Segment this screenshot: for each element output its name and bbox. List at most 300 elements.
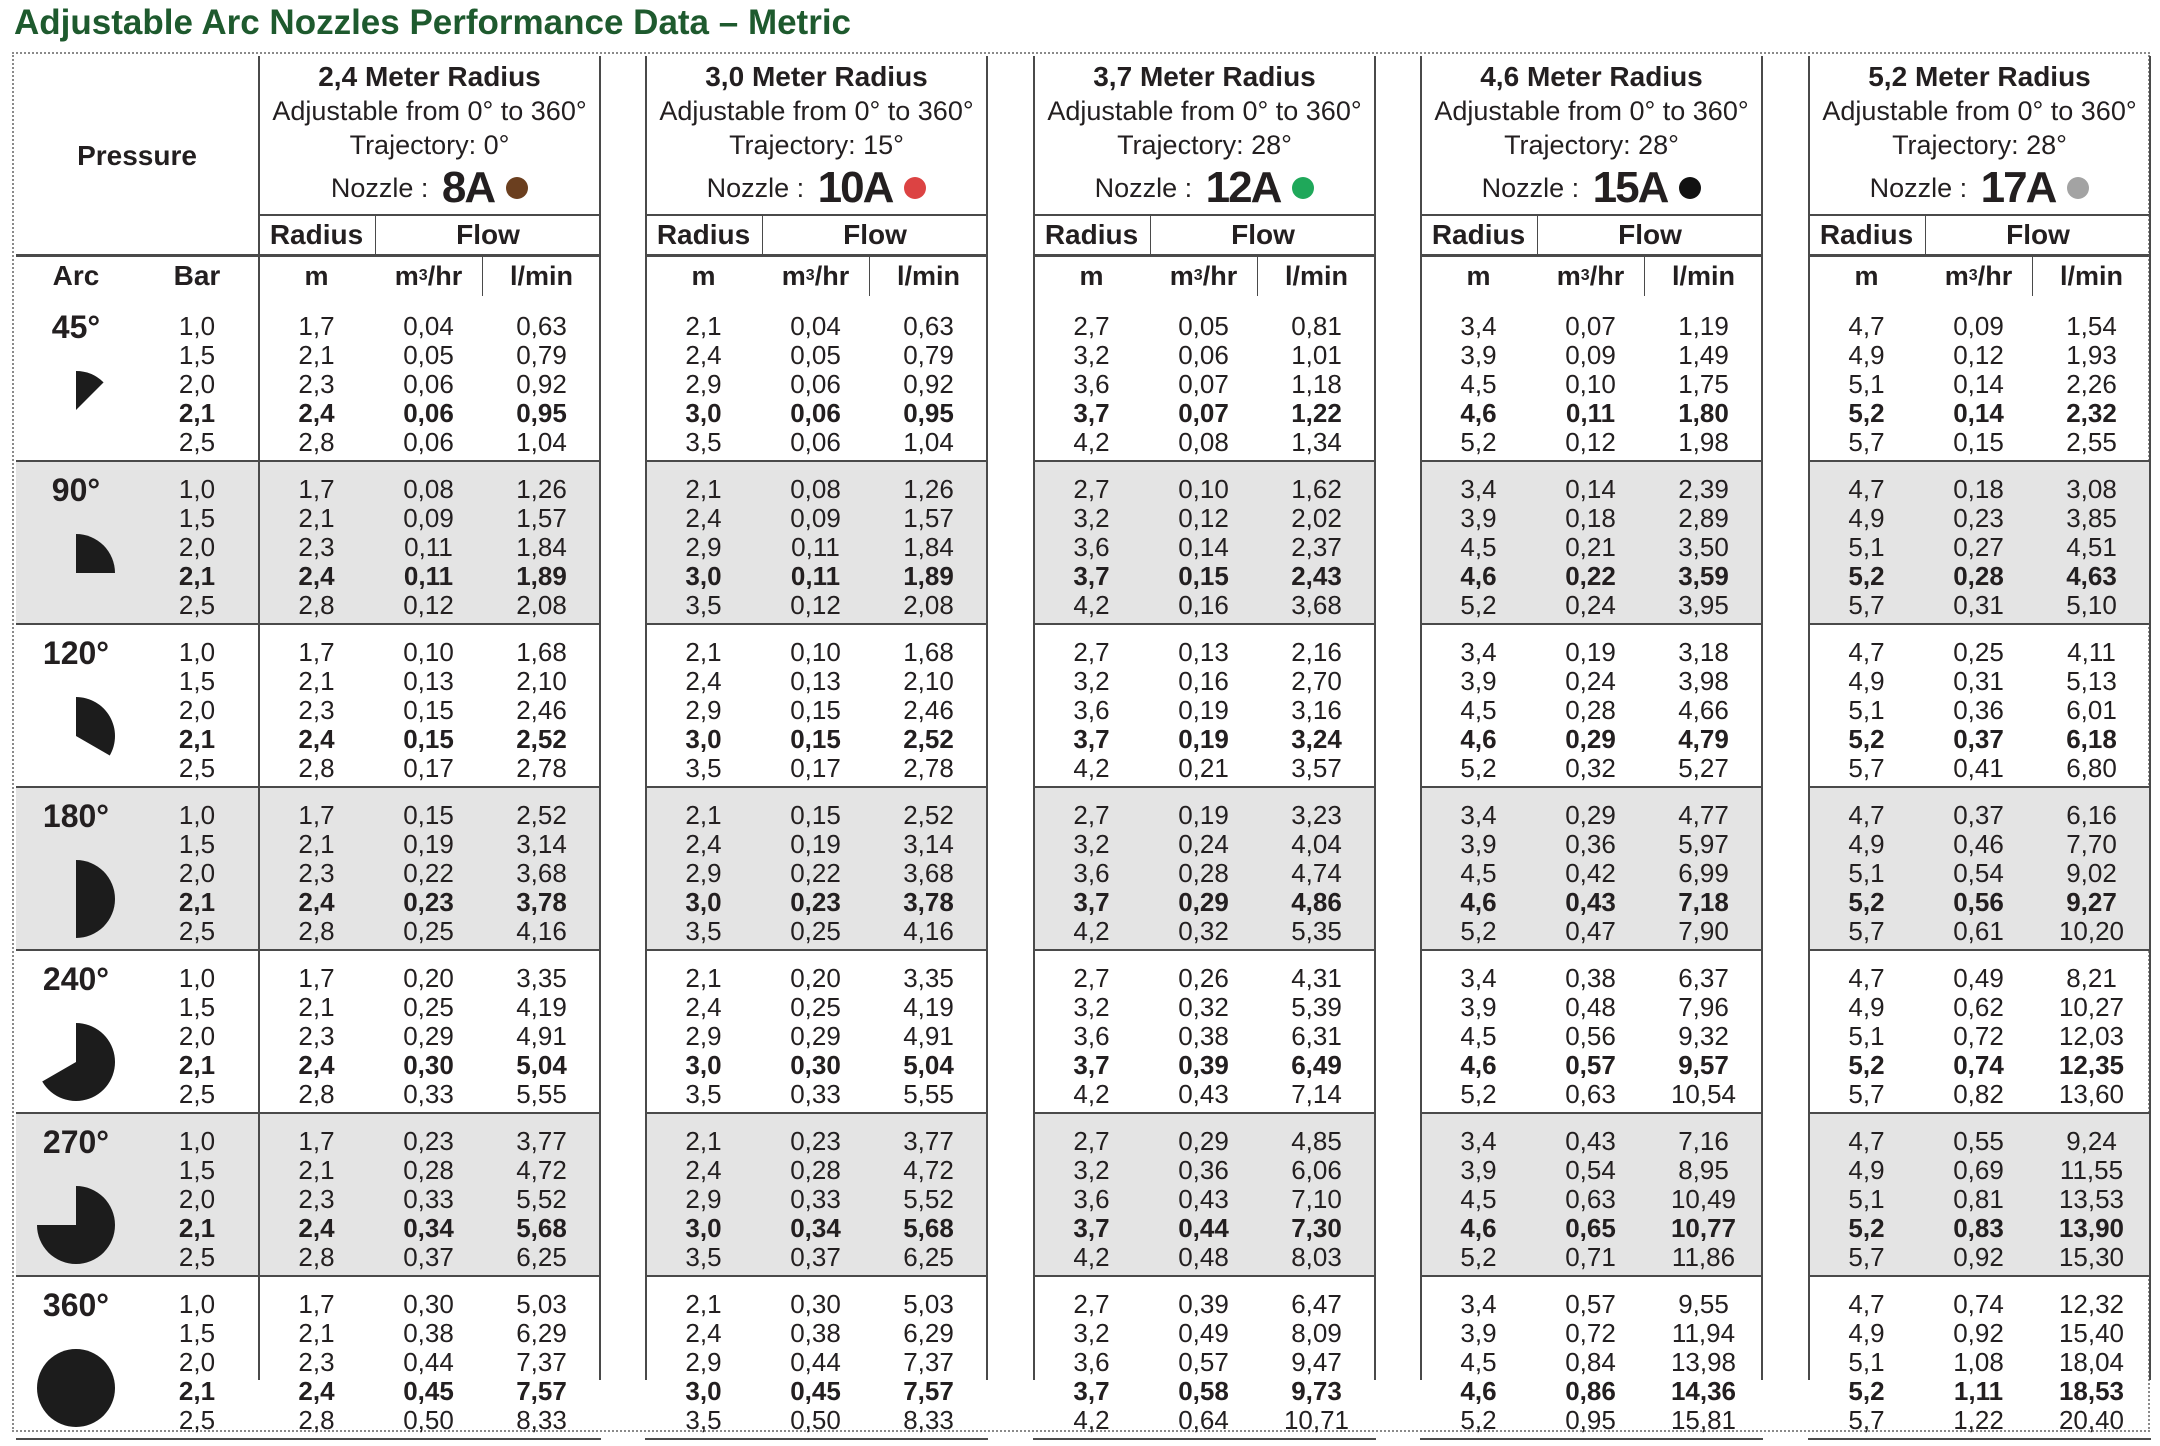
radius-value: 3,4: [1460, 311, 1497, 341]
flow-m3hr-value: 0,28: [403, 1155, 454, 1185]
radius-value: 2,1: [685, 637, 722, 667]
flow-lmin-value: 5,04: [903, 1050, 954, 1080]
flow-m3hr-value: 0,74: [1953, 1289, 2004, 1319]
bar-value: 2,5: [178, 1079, 216, 1109]
flow-m3hr-value: 0,05: [403, 340, 454, 370]
flow-lmin-value: 0,63: [516, 311, 567, 341]
radius-value: 3,0: [685, 398, 722, 428]
flow-lmin-value: 3,77: [903, 1126, 954, 1156]
flow-lmin-value: 5,52: [903, 1184, 954, 1214]
flow-lmin-value: 15,30: [2058, 1242, 2125, 1272]
radius-value: 4,2: [1073, 1405, 1110, 1435]
flow-m3hr-value: 0,22: [403, 858, 454, 888]
radius-header: Radius: [656, 219, 751, 250]
bar-value: 2,5: [178, 1405, 216, 1435]
nozzle-code-line: [258, 162, 601, 214]
flow-m3hr-value: 0,56: [1953, 887, 2004, 917]
flow-lmin-value: 4,31: [1291, 963, 1342, 993]
flow-lmin-value: 4,51: [2066, 532, 2117, 562]
flow-m3hr-value: 1,08: [1953, 1347, 2004, 1377]
arc-pattern-icon: [34, 368, 118, 452]
flow-lmin-value: 1,84: [903, 532, 954, 562]
flow-m3hr-value: 0,29: [790, 1021, 841, 1051]
bar-value: 2,0: [178, 695, 216, 725]
unit-liters-per-minute: l/min: [509, 260, 573, 291]
flow-m3hr-value: 0,15: [1178, 561, 1229, 591]
radius-value: 2,3: [298, 1021, 335, 1051]
flow-m3hr-value: 0,04: [403, 311, 454, 341]
radius-value: 3,5: [685, 1079, 722, 1109]
radius-value: 5,7: [1848, 1405, 1885, 1435]
bar-value: 2,1: [178, 398, 216, 428]
radius-value: 2,4: [298, 561, 335, 591]
flow-lmin-value: 4,16: [516, 916, 567, 946]
flow-m3hr-value: 0,09: [1953, 311, 2004, 341]
radius-value: 4,5: [1460, 1347, 1497, 1377]
nozzle-adjust-range: Adjustable from 0° to 360°: [1434, 95, 1749, 126]
row-separator-left: [16, 786, 258, 788]
flow-lmin-value: 6,31: [1291, 1021, 1342, 1051]
radius-value: 1,7: [298, 474, 335, 504]
bar-value: 1,0: [178, 1289, 216, 1319]
radius-value: 2,7: [1073, 1126, 1110, 1156]
flow-lmin-value: 6,37: [1678, 963, 1729, 993]
radius-value: 2,8: [298, 590, 335, 620]
radius-value: 4,2: [1073, 753, 1110, 783]
flow-lmin-value: 11,86: [1671, 1242, 1736, 1272]
flow-lmin-value: 8,21: [2066, 963, 2117, 993]
nozzle-label: Nozzle :: [1869, 172, 1975, 203]
nozzle-label: Nozzle :: [706, 172, 812, 203]
radius-value: 1,7: [298, 311, 335, 341]
flow-m3hr-value: 0,13: [790, 666, 841, 696]
row-separator: [645, 949, 988, 951]
flow-lmin-value: 0,63: [903, 311, 954, 341]
arc-column-header: Arc: [52, 260, 100, 291]
radius-value: 5,2: [1460, 1405, 1497, 1435]
row-separator: [258, 1438, 601, 1440]
row-separator: [645, 1438, 988, 1440]
arc-label: 45°: [51, 308, 101, 345]
flow-m3hr-value: 0,30: [403, 1050, 454, 1080]
radius-value: 2,8: [298, 427, 335, 457]
radius-value: 4,7: [1848, 474, 1885, 504]
flow-lmin-value: 1,34: [1291, 427, 1342, 457]
row-separator: [645, 1112, 988, 1114]
bar-value: 2,0: [178, 1021, 216, 1051]
radius-value: 3,0: [685, 561, 722, 591]
flow-m3hr-value: 0,14: [1565, 474, 1616, 504]
radius-value: 4,7: [1848, 637, 1885, 667]
radius-value: 2,1: [298, 666, 335, 696]
flow-m3hr-value: 0,49: [1178, 1318, 1229, 1348]
flow-lmin-value: 3,16: [1291, 695, 1342, 725]
flow-m3hr-value: 0,37: [790, 1242, 841, 1272]
nozzle-color-dot-icon: [1679, 177, 1701, 199]
flow-m3hr-value: 0,64: [1178, 1405, 1229, 1435]
flow-m3hr-value: 0,33: [790, 1079, 841, 1109]
flow-lmin-value: 1,04: [903, 427, 954, 457]
flow-header: Flow: [843, 219, 907, 250]
flow-m3hr-value: 0,33: [403, 1079, 454, 1109]
nozzle-radius-title: 5,2 Meter Radius: [1868, 61, 2091, 92]
row-separator: [1808, 786, 2151, 788]
radius-value: 1,7: [298, 800, 335, 830]
flow-lmin-value: 2,78: [903, 753, 954, 783]
unit-base: m: [1169, 260, 1194, 291]
row-separator: [1808, 1112, 2151, 1114]
radius-value: 3,7: [1073, 398, 1110, 428]
flow-m3hr-value: 0,12: [1178, 503, 1229, 533]
flow-lmin-value: 4,77: [1678, 800, 1729, 830]
bar-value: 2,0: [178, 532, 216, 562]
flow-m3hr-value: 0,05: [1178, 311, 1229, 341]
flow-m3hr-value: 0,29: [403, 1021, 454, 1051]
flow-m3hr-value: 0,09: [790, 503, 841, 533]
row-separator: [645, 786, 988, 788]
radius-value: 3,5: [685, 916, 722, 946]
flow-m3hr-value: 0,49: [1953, 963, 2004, 993]
flow-m3hr-value: 1,11: [1953, 1376, 2004, 1406]
radius-value: 3,2: [1073, 666, 1110, 696]
row-separator-left: [16, 623, 258, 625]
radius-value: 5,1: [1848, 858, 1885, 888]
radius-value: 3,6: [1073, 369, 1110, 399]
row-separator: [258, 623, 601, 625]
bar-value: 1,5: [178, 1155, 216, 1185]
flow-lmin-value: 13,53: [2058, 1184, 2125, 1214]
flow-m3hr-value: 0,38: [1565, 963, 1616, 993]
radius-value: 3,2: [1073, 503, 1110, 533]
flow-lmin-value: 11,55: [2059, 1155, 2124, 1185]
radius-value: 3,2: [1073, 1318, 1110, 1348]
flow-m3hr-value: 0,27: [1953, 532, 2004, 562]
flow-lmin-value: 5,39: [1291, 992, 1342, 1022]
row-separator: [1420, 1275, 1763, 1277]
flow-m3hr-value: 0,15: [403, 695, 454, 725]
arc-pattern-icon: [34, 1020, 118, 1104]
flow-lmin-value: 4,19: [516, 992, 567, 1022]
bar-value: 2,5: [178, 753, 216, 783]
flow-lmin-value: 9,57: [1678, 1050, 1729, 1080]
flow-lmin-value: 3,50: [1678, 532, 1729, 562]
radius-value: 5,1: [1848, 532, 1885, 562]
row-separator-left: [16, 949, 258, 951]
flow-m3hr-value: 0,18: [1565, 503, 1616, 533]
flow-m3hr-value: 0,10: [1178, 474, 1229, 504]
radius-value: 1,7: [298, 1126, 335, 1156]
header-divider-left: [16, 254, 258, 257]
radius-value: 5,2: [1848, 561, 1885, 591]
radius-value: 3,5: [685, 1242, 722, 1272]
radius-value: 2,9: [685, 858, 722, 888]
flow-lmin-value: 1,57: [903, 503, 954, 533]
radius-value: 3,4: [1460, 963, 1497, 993]
bar-value: 2,0: [178, 858, 216, 888]
radius-value: 3,0: [685, 1376, 722, 1406]
bar-value: 1,0: [178, 311, 216, 341]
flow-lmin-value: 5,03: [903, 1289, 954, 1319]
flow-m3hr-value: 0,29: [1178, 887, 1229, 917]
radius-value: 3,9: [1460, 503, 1497, 533]
arc-label: 120°: [42, 634, 110, 671]
flow-lmin-value: 1,89: [516, 561, 567, 591]
radius-value: 3,2: [1073, 829, 1110, 859]
flow-lmin-value: 2,02: [1291, 503, 1342, 533]
flow-m3hr-value: 0,19: [1178, 724, 1229, 754]
radius-value: 4,5: [1460, 1021, 1497, 1051]
flow-m3hr-value: 0,24: [1178, 829, 1229, 859]
radius-value: 4,6: [1460, 1050, 1497, 1080]
radius-value: 4,7: [1848, 800, 1885, 830]
flow-lmin-value: 3,68: [903, 858, 954, 888]
flow-m3hr-value: 0,15: [403, 800, 454, 830]
flow-m3hr-value: 0,07: [1178, 369, 1229, 399]
radius-value: 4,9: [1848, 503, 1885, 533]
flow-header: Flow: [456, 219, 520, 250]
flow-lmin-value: 2,10: [516, 666, 567, 696]
flow-m3hr-value: 0,12: [1953, 340, 2004, 370]
nozzle-adjust-range: Adjustable from 0° to 360°: [659, 95, 974, 126]
nozzle-adjust-range: Adjustable from 0° to 360°: [272, 95, 587, 126]
flow-lmin-value: 3,68: [516, 858, 567, 888]
radius-value: 2,3: [298, 532, 335, 562]
radius-value: 2,4: [298, 724, 335, 754]
flow-m3hr-value: 0,69: [1953, 1155, 2004, 1185]
flow-lmin-value: 4,19: [903, 992, 954, 1022]
flow-m3hr-value: 0,14: [1178, 532, 1229, 562]
row-separator: [1420, 786, 1763, 788]
flow-m3hr-value: 0,29: [1565, 800, 1616, 830]
radius-value: 3,7: [1073, 1050, 1110, 1080]
radius-value: 4,7: [1848, 1289, 1885, 1319]
flow-m3hr-value: 0,28: [1953, 561, 2004, 591]
flow-m3hr-value: 0,57: [1565, 1050, 1616, 1080]
flow-lmin-value: 1,84: [516, 532, 567, 562]
flow-m3hr-value: 0,21: [1178, 753, 1229, 783]
radius-value: 2,9: [685, 1184, 722, 1214]
nozzle-trajectory: Trajectory: 0°: [349, 129, 510, 160]
flow-m3hr-value: 0,16: [1178, 666, 1229, 696]
radius-value: 2,1: [298, 503, 335, 533]
radius-value: 4,2: [1073, 590, 1110, 620]
flow-m3hr-value: 0,14: [1953, 369, 2004, 399]
bar-value: 2,5: [178, 590, 216, 620]
nozzle-code-line: [1808, 162, 2151, 214]
flow-lmin-value: 3,18: [1678, 637, 1729, 667]
arc-label: 360°: [42, 1286, 110, 1323]
bar-value: 2,0: [178, 1184, 216, 1214]
radius-value: 3,0: [685, 724, 722, 754]
flow-header: Flow: [1231, 219, 1295, 250]
radius-value: 2,1: [685, 1126, 722, 1156]
flow-m3hr-value: 0,15: [1953, 427, 2004, 457]
flow-m3hr-value: 0,13: [403, 666, 454, 696]
radius-value: 4,7: [1848, 1126, 1885, 1156]
radius-value: 3,5: [685, 753, 722, 783]
flow-lmin-value: 4,16: [903, 916, 954, 946]
flow-lmin-value: 2,52: [516, 800, 567, 830]
radius-value: 2,3: [298, 1347, 335, 1377]
flow-m3hr-value: 0,12: [790, 590, 841, 620]
flow-lmin-value: 3,59: [1678, 561, 1729, 591]
radius-header: Radius: [1819, 219, 1914, 250]
flow-m3hr-value: 0,33: [790, 1184, 841, 1214]
flow-m3hr-value: 0,36: [1565, 829, 1616, 859]
radius-value: 2,1: [298, 1318, 335, 1348]
radius-value: 3,7: [1073, 1213, 1110, 1243]
flow-m3hr-value: 0,19: [1565, 637, 1616, 667]
flow-lmin-value: 4,11: [2067, 637, 2116, 667]
flow-lmin-value: 9,73: [1291, 1376, 1342, 1406]
arc-pattern-icon: [34, 694, 118, 778]
flow-lmin-value: 14,36: [1670, 1376, 1737, 1406]
radius-value: 2,8: [298, 1242, 335, 1272]
radius-value: 5,2: [1848, 398, 1885, 428]
flow-m3hr-value: 0,41: [1953, 753, 2004, 783]
radius-value: 1,7: [298, 1289, 335, 1319]
flow-m3hr-value: 0,08: [1178, 427, 1229, 457]
flow-lmin-value: 9,27: [2066, 887, 2117, 917]
radius-value: 5,2: [1848, 887, 1885, 917]
nozzle-radius-title: 3,0 Meter Radius: [705, 61, 928, 92]
radius-value: 3,5: [685, 427, 722, 457]
row-separator: [1420, 460, 1763, 462]
nozzle-code-line: [645, 162, 988, 214]
flow-lmin-value: 4,86: [1291, 887, 1342, 917]
flow-m3hr-value: 0,06: [403, 427, 454, 457]
flow-m3hr-value: 0,15: [790, 800, 841, 830]
radius-value: 4,6: [1460, 1213, 1497, 1243]
flow-lmin-value: 1,68: [516, 637, 567, 667]
nozzle-adjust-range: Adjustable from 0° to 360°: [1822, 95, 2137, 126]
radius-value: 3,9: [1460, 829, 1497, 859]
flow-m3hr-value: 0,72: [1953, 1021, 2004, 1051]
flow-lmin-value: 2,46: [903, 695, 954, 725]
flow-m3hr-value: 0,17: [403, 753, 454, 783]
flow-m3hr-value: 0,10: [790, 637, 841, 667]
flow-lmin-value: 11,94: [1671, 1318, 1736, 1348]
radius-value: 2,1: [685, 474, 722, 504]
radius-value: 5,2: [1848, 1213, 1885, 1243]
radius-value: 4,5: [1460, 858, 1497, 888]
unit-base: m: [1556, 260, 1581, 291]
radius-value: 1,7: [298, 637, 335, 667]
bar-value: 2,5: [178, 427, 216, 457]
flow-lmin-value: 0,79: [903, 340, 954, 370]
flow-m3hr-value: 0,06: [403, 398, 454, 428]
flow-lmin-value: 3,77: [516, 1126, 567, 1156]
bar-value: 2,5: [178, 916, 216, 946]
flow-lmin-value: 0,92: [903, 369, 954, 399]
row-separator: [258, 1275, 601, 1277]
flow-m3hr-value: 0,18: [1953, 474, 2004, 504]
radius-value: 3,6: [1073, 1021, 1110, 1051]
radius-value: 3,2: [1073, 1155, 1110, 1185]
radius-value: 5,1: [1848, 1021, 1885, 1051]
flow-m3hr-value: 0,28: [790, 1155, 841, 1185]
radius-value: 3,5: [685, 1405, 722, 1435]
nozzle-color-dot-icon: [506, 177, 528, 199]
nozzle-trajectory: Trajectory: 28°: [1117, 129, 1292, 160]
flow-m3hr-value: 0,06: [790, 398, 841, 428]
flow-lmin-value: 12,35: [2058, 1050, 2125, 1080]
arc-label: 270°: [42, 1123, 110, 1160]
radius-value: 2,8: [298, 753, 335, 783]
row-separator: [645, 623, 988, 625]
flow-lmin-value: 1,98: [1678, 427, 1729, 457]
flow-m3hr-value: 0,16: [1178, 590, 1229, 620]
flow-m3hr-value: 0,07: [1565, 311, 1616, 341]
flow-lmin-value: 7,57: [903, 1376, 954, 1406]
bar-value: 1,0: [178, 963, 216, 993]
radius-value: 4,6: [1460, 561, 1497, 591]
radius-value: 4,7: [1848, 311, 1885, 341]
bar-value: 2,0: [178, 1347, 216, 1377]
flow-lmin-value: 7,37: [903, 1347, 954, 1377]
radius-value: 5,2: [1460, 916, 1497, 946]
flow-m3hr-value: 0,38: [403, 1318, 454, 1348]
flow-m3hr-value: 0,61: [1953, 916, 2004, 946]
radius-value: 4,9: [1848, 992, 1885, 1022]
radius-value: 3,2: [1073, 340, 1110, 370]
radius-value: 2,4: [685, 666, 722, 696]
radius-value: 2,4: [298, 1050, 335, 1080]
flow-m3hr-value: 0,25: [1953, 637, 2004, 667]
unit-meters: m: [1466, 260, 1491, 291]
flow-lmin-value: 7,90: [1678, 916, 1729, 946]
flow-m3hr-value: 0,15: [790, 695, 841, 725]
flow-m3hr-value: 0,38: [790, 1318, 841, 1348]
radius-value: 4,2: [1073, 916, 1110, 946]
radius-value: 5,2: [1460, 1079, 1497, 1109]
flow-lmin-value: 7,16: [1678, 1126, 1729, 1156]
flow-m3hr-value: 0,11: [1565, 398, 1616, 428]
unit-cubic-meters-per-hour: m 3 /hr: [1944, 260, 2013, 291]
row-separator: [258, 460, 601, 462]
flow-header: Flow: [1618, 219, 1682, 250]
radius-value: 3,6: [1073, 1184, 1110, 1214]
radius-value: 3,4: [1460, 474, 1497, 504]
flow-lmin-value: 6,18: [2066, 724, 2117, 754]
flow-m3hr-value: 0,38: [1178, 1021, 1229, 1051]
nozzle-label: Nozzle :: [1094, 172, 1200, 203]
flow-m3hr-value: 0,43: [1178, 1079, 1229, 1109]
flow-m3hr-value: 0,30: [790, 1050, 841, 1080]
row-separator: [1033, 623, 1376, 625]
radius-value: 2,4: [298, 1376, 335, 1406]
flow-lmin-value: 3,35: [516, 963, 567, 993]
nozzle-radius-title: 4,6 Meter Radius: [1480, 61, 1703, 92]
flow-lmin-value: 2,39: [1678, 474, 1729, 504]
radius-value: 2,7: [1073, 474, 1110, 504]
flow-m3hr-value: 0,24: [1565, 666, 1616, 696]
flow-m3hr-value: 0,82: [1953, 1079, 2004, 1109]
flow-lmin-value: 6,25: [516, 1242, 567, 1272]
unit-cubic-meters-per-hour: m 3 /hr: [394, 260, 463, 291]
flow-lmin-value: 6,29: [516, 1318, 567, 1348]
row-separator-left: [16, 1112, 258, 1114]
radius-value: 4,6: [1460, 887, 1497, 917]
bar-value: 1,5: [178, 829, 216, 859]
flow-m3hr-value: 0,22: [1565, 561, 1616, 591]
flow-lmin-value: 1,04: [516, 427, 567, 457]
flow-m3hr-value: 0,11: [404, 532, 453, 562]
radius-value: 4,9: [1848, 1318, 1885, 1348]
flow-lmin-value: 4,79: [1678, 724, 1729, 754]
radius-value: 3,7: [1073, 887, 1110, 917]
row-separator: [1033, 949, 1376, 951]
